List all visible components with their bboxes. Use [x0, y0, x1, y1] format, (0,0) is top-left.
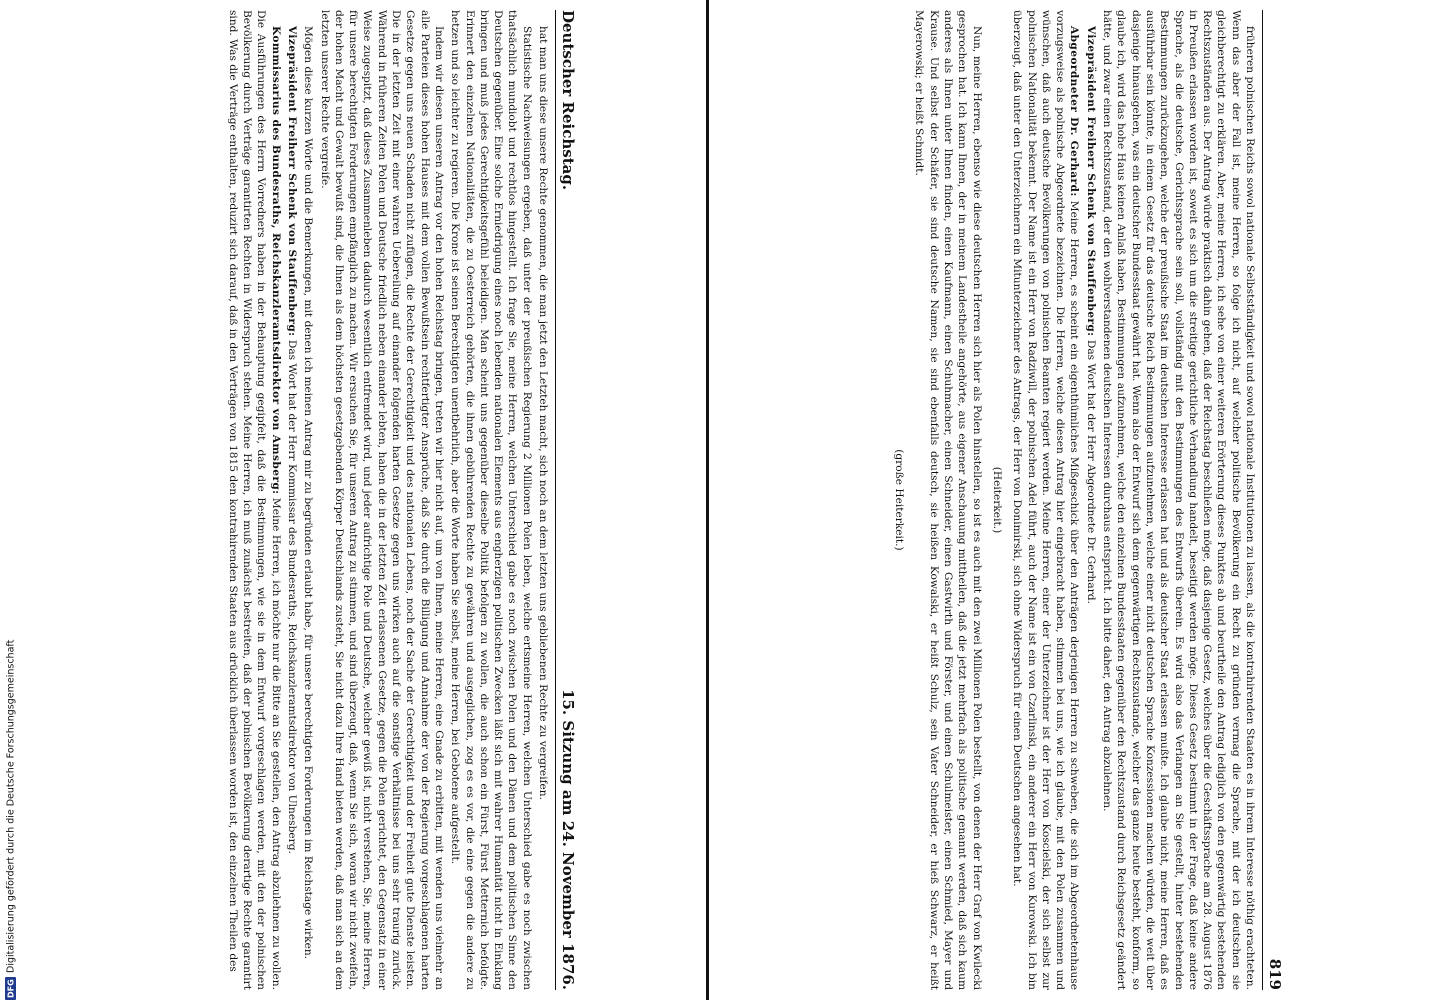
right-newspaper-page	[721, 0, 1293, 1000]
right-page-body	[731, 10, 1257, 990]
header-session: 15. Sitzung am 24. November 1876.	[559, 689, 577, 990]
laughter-note: (Heiterkeit.)	[990, 466, 1003, 534]
speaker-name: Abgeordneter Dr. Gerhard:	[1068, 26, 1081, 197]
speech-text: Das Wort hat der Herr Abgeordnete Dr. Gerhard.	[1084, 339, 1097, 604]
left-newspaper-page	[14, 0, 586, 1000]
paragraph: Indem wir diesen unseren Antrag vor den hohen Reichstag bringen, treten wir hier nicht auf, um von Ihnen, meine Herren, eine Gnade zu erbitten, mit wenden uns vielmehr an alle Parteien dieses hohen Hauses mit dem vollen Bewußtsein rechtfertigter Ansprüche, daß Sie durch die Billigung und Annahme der von der Regierung vorgeschlagenen harten Gesetze gegen uns neuen Schaden nicht zufügen, die Rechte der Gerechtigkeit und des nationalen Lebens, noch der Sache der Gerechtigkeit und der Freiheit gute Dienste leisten. Die in der letzten Zeit mit einer wahren Uebereilung auf einander folgenden harten Gesetze gegen uns wirken auch auf die sonstige Verhältnisse bei uns sehr traurig zurück. Während in früheren Zeiten Polen und Deutsche friedlich neben einander lebten, haben die in der letzten Zeit erlassenen Gesetze, gegen die Polen gerichtet, den Gegensatz in einer Weise zugespitzt, daß dieses Zusammenleben dadurch wesentlich entfremdet wird, und jeder aufrichtige Pole und Deutsche, welcher gewiß ist, nicht verstehen, Sie, meine Herren, für unsere berechtigten Forderungen empfänglich zu machen. Wir ersuchen Sie, für unseren Antrag zu stimmen, und sind überzeugt, daß, wenn Sie sich, woran wir nicht zweifeln, der hohen Macht und Gewalt bewußt sind, die Ihnen als dem höchsten gesetzgebenden Körper Deutschlands zusteht, Sie nicht dazu Ihre Hand bieten werden, daß man sich an dem letzten unserer Rechte vergreife.	[318, 10, 445, 990]
speaker-name: Vizepräsident Freiherr Schenk von Stauffenberg:	[1084, 26, 1097, 337]
speaker-name: Vizepräsident Freiherr Schenk von Stauffenberg:	[285, 26, 298, 337]
speaker-name: Kommissarius des Bundesraths, Reichskanzleramtsdirektor von Amsberg:	[269, 26, 282, 495]
page-number: 819	[1266, 958, 1284, 990]
paragraph: Nun, meine Herren, ebenso wie diese deutschen Herren sich hier als Polen hinstellen, so ist es auch mit den zwei Millionen Polen bestellt, von denen der Herr Graf von Kwilecki gesprochen hat. Ich kann Ihnen, der in meinem Landestheile angehörte, aus eigener Anschauung mittheilen, daß die jetzt mehrfach als politische genannt werden, daß sich kaum anderes als Ihnen unter Ihnen finden, einen Kaufmann, einen Schuhmacher, einen Schneider, einen Gastwirth und Förster, und einen Schulmeister, einen Schmied, Mayer und Krause. Und selbst der Schäfer, sie sind deutsche Namen, sie sind ebenfalls deutsch, sie heißen Kowalski, er heißt Schulz, sein Vater Schneider, er hieß Schwarz, er heißt Mayerowski; er heißt Schmidt.	[913, 10, 983, 990]
page-header	[1262, 10, 1287, 990]
page-header	[555, 10, 580, 990]
paragraph: Statistische Nachweisungen ergeben, daß unter der preußischen Regierung 2 Millionen Polen leben, welche ertsmeine Herren, welchen Unterschied gabe es noch zwischen thatsächlich mundiobt und rechtlos hingestellt. Ich frage Sie, meine Herren, welchen Unterschied gabe es noch zwischen Polen und den Dänen und dem politischen Sinne den Deutschen gegenüber. Eine solche Erniedrigung eines noch lebenden nationalen Elements aus engherzigen politischen Zwecken läßt sich mit wahrer Humanität nicht in Einklang bringen und muß jedes Gerechtigkeitsgefühl beleidigen. Man scheint uns gegenüber dieselbe Politik befolgen zu wollen, die auch schon ein Fürst, Fürst Metternich befolgte. Erinnert den einzelnen Nationalitäten, die zu Oesterreich gehörten, die ihnen gebührenden Rechte zu gewähren und ausgeglichen, zog es es vor, die eine gegen die andere zu hetzen und so leichter zu regieren. Die Krone ist seinen Berechtigten unentbehrlich, aber die Worte haben Sie selbst, meine Herren, bei Gebotene aufgestellt.	[449, 10, 533, 990]
credit-text: Digitalisierung gefördert durch die Deutsche Forschungsgemeinschaft	[5, 640, 17, 974]
paragraph: hat man uns diese unsere Rechte genommen, die man jetzt den Letzteh macht, sich noch an dem letzten uns gebliebenen Rechte zu vergreifen.	[537, 26, 549, 800]
speech-paragraph	[1010, 10, 1081, 990]
dfg-logo-icon: DFG	[6, 979, 16, 998]
speech-paragraph	[225, 10, 282, 990]
paragraph: früheren polnischen Reichs sowol nationale Selbstständigkeit und sowol nationale Institutionen zu lassen, als die kontrahirenden Staaten es in ihrem Interesse nöthig erachteten. Wenn das aber der Fall ist, meine Herren, so folge ich nicht, auf welcher politische Bevölkerung ein Recht zu gründen vermag die Sprache, mit der ich deutschen sie gleichberechtigt zu erklären. Aber, meine Herren, ich sehe von einer weiteren Erörterung dieses Punktes ab und beurtheile den Antrag lediglich von den gegenwärtig bestehenden Rechtszuständen aus. Der Antrag würde praktisch dahin gehen, daß der Reichstag beschließen möge, daß dasjenige Gesetz, welches über die Geschäftssprache am 28. August 1876 in Preußen erlassen worden ist, soweit es sich um die streitige gerichtliche Verhandlung handelt, beseitigt werden möge. Dieses Gesetz bestimmt in der Frage, daß keine andere Sprache, als die deutsche, Gerichtssprache sein soll, vollständig mit den Bestimmungen des Entwurfs überein. Es wird also das Verlangen an Sie gestellt, hinter bestehenden Bestimmungen zurückzugehen, welche der preußische Staat im deutschen Interesse erlassen hat und als deutscher Staat erlassen mußte. Ich glaube nicht, meine Herren, daß es ausführbar sein könnte, in einem Gesetz für das deutsche Reich Bestimmungen aufzunehmen, welche einer nicht deutschen Sprache Konzessionen machen würden, die weit über dasjenige hinausgehen, was ein deutscher Bundesstaat gewährt hat. Wenn also der Entwurf sich dem gegenwärtigen Rechtszustande, welcher das ganze heute besteht, konform, so glaube ich, wird das hohe Haus keinen Anlaß haben, Bestimmungen aufzunehmen, welche den einzelnen Bundesstaaten gegenüber den Rechtszustand durch Reichsgesetz geändert hätte, und zwar einen Rechtszustand, der den wohlverstandenen deutschen Interessen durchaus entspricht. Ich bitte daher, den Antrag abzulehnen.	[1101, 10, 1256, 990]
left-page-body	[24, 10, 550, 990]
header-title: Deutscher Reichstag.	[559, 10, 577, 191]
speech-paragraph	[1083, 10, 1097, 990]
speech-text: Meine Herren, ich möchte nur die Bitte an Sie gestellen, den Antrag abzulehnen zu wollen. Die Ausführungen des Herrn Vorredners haben in der Behauptung gegipfelt, daß die Bestimmungen, wie sie in dem Entwurf vorgeschlagen werden, mit den der polnischen Bevölkerung durch Verträge garantirten Rechten in Widerspruch stehen. Meine Herren, ich muß zunächst bestreiten, daß der polnischen Bevölkerung derartige Rechte garantirt sind. Was die Verträge enthalten, reduzirt sich darauf, daß in den Verträgen von 1815 den kontrahirenden Staaten aus drücklich überlassen worden ist, den einzelnen Theilen des	[226, 10, 282, 990]
page-divider	[706, 0, 709, 1000]
laughter-note: (große Heiterkeit.)	[893, 449, 906, 551]
speech-text: Meine Herren, es scheint ein eigenthümliches Mißgeschick über den Anträgen derjenigen Herren zu schweben, die sich im Abgeordnetenhause vorzugsweise als polnische Abgeordnete bezeichnen. Die Herren, welche diesen Antrag hier eingebracht haben, stimmen bei uns, wie ich glaube, mit den Polen zusammen und wünschen, daß auch deutsche Bevölkerungen von polnischen Beamten regiert werden. Meine Herren, einer der Unterzeichner ist der Herr von Koscielski, der sich selbst zur polnischen Nationalität bekennt. Der Name ist ein Herr von Radziwill, der polnischen Adel führt, auch der Name ist ein von Czarlinski, ein anderer ein Herr von Kurowski. Ich bin überzeugt, daß unter den Unterzeichnern ein Mitunterzeichner des Antrags, der Herr von Donimirski, sich ohne Widerspruch für einen Deutschen angesehen hat.	[1011, 10, 1081, 990]
speech-paragraph	[285, 10, 299, 990]
digitization-credit	[2, 600, 20, 1000]
speech-text: Das Wort hat der Herr Kommissar des Bundesraths, Reichskanzleramtsdirektor von Ulnesberg.	[285, 339, 298, 854]
paragraph: Mögen diese kurzen Worte und die Bemerkungen, mit denen ich meinen Antrag mir zu begründen erlaubt habe, für unsere berechtigten Forderungen im Reichstage wirken.	[302, 26, 315, 960]
